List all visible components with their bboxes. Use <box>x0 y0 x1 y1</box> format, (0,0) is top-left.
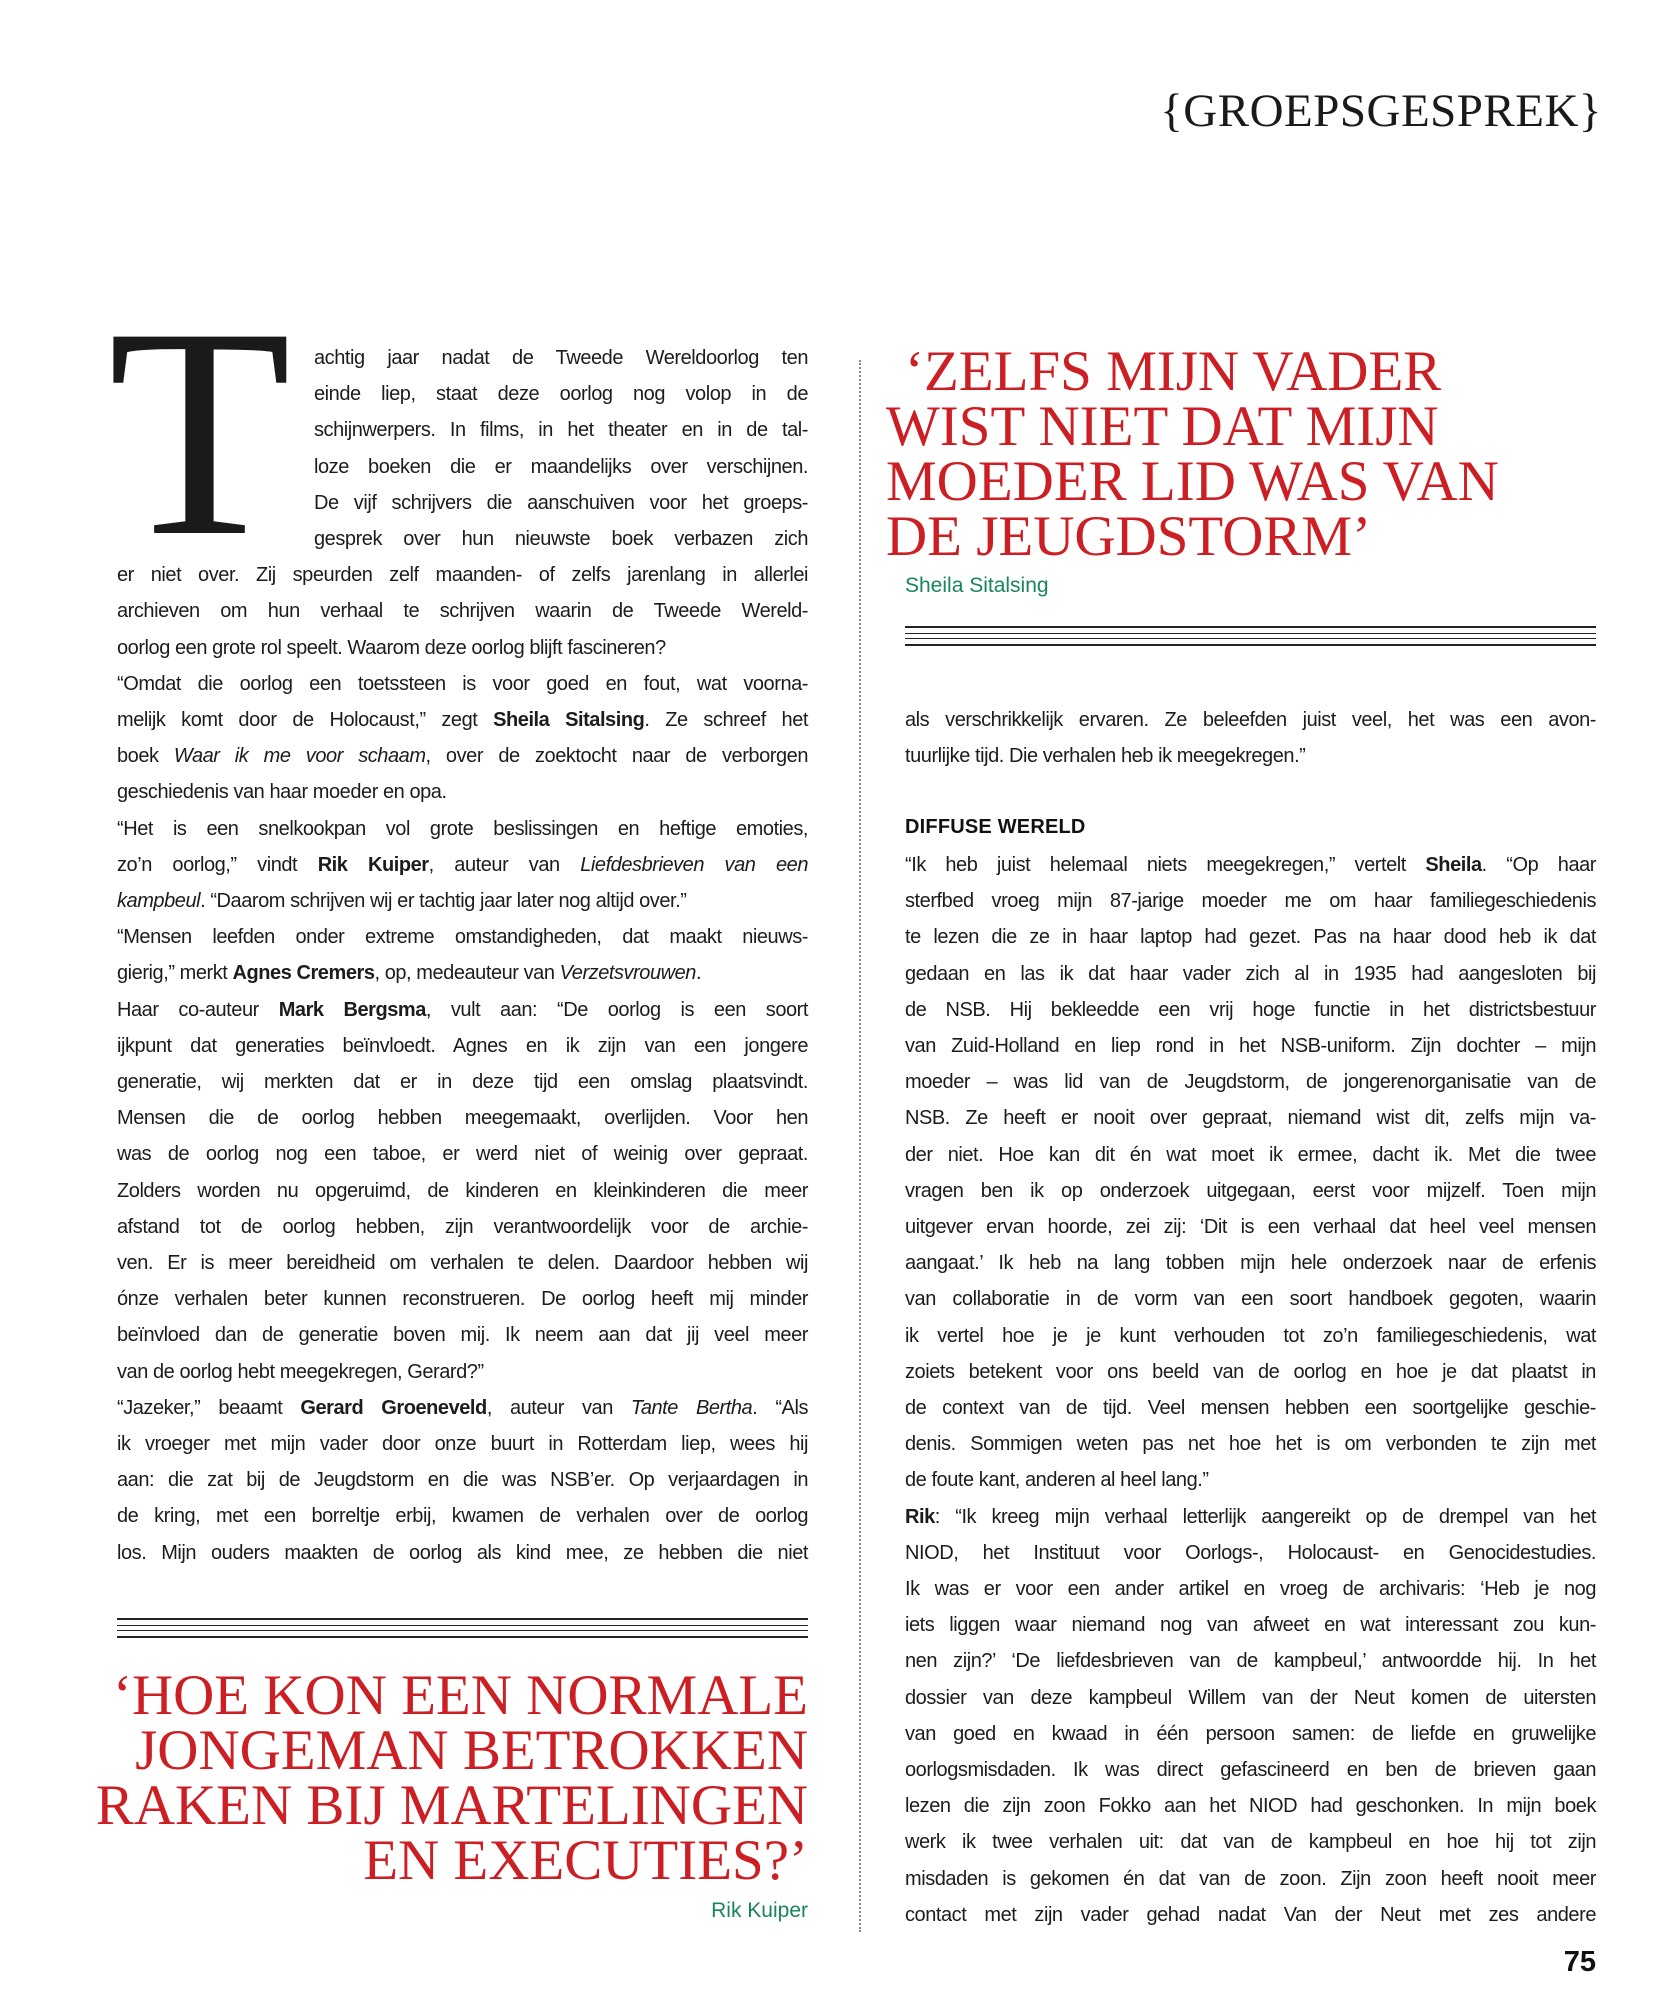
text-run: van goed en kwaad in één persoon samen: de liefde en gruwelijke <box>905 1722 1596 1745</box>
body-text-line <box>905 1824 1596 1860</box>
text-run: geschiedenis van haar moeder en opa. <box>117 781 447 804</box>
text-run: . “Daarom schrijven wij er tachtig jaar later nog altijd over.” <box>200 890 687 912</box>
body-text-line <box>905 1426 1596 1462</box>
text-run: van collaboratie in de vorm van een soort handboek gegoten, waarin <box>905 1288 1596 1311</box>
body-text-line <box>905 1680 1596 1716</box>
body-text-line <box>117 557 808 593</box>
book-title: Waar ik me voor schaam <box>173 745 426 768</box>
text-run: boek <box>117 745 174 768</box>
text-run: de kring, met een borreltje erbij, kwamen de verhalen over de oorlog <box>117 1505 808 1528</box>
book-title: Tante Bertha <box>630 1396 753 1419</box>
body-text-line <box>905 738 1596 774</box>
text-run: werk ik twee verhalen uit: dat van de kampbeul en hoe hij tot zijn <box>905 1831 1596 1854</box>
text-run: “Ik heb juist helemaal niets meegekregen,” vertelt <box>905 854 1426 876</box>
body-text-line <box>117 1100 808 1136</box>
body-text-line <box>905 1788 1596 1824</box>
text-run: dossier van deze kampbeul Willem van der Neut komen de uitersten <box>905 1686 1596 1709</box>
body-text-line <box>905 702 1596 738</box>
text-run: “Het is een snelkookpan vol grote beslissingen en heftige emoties, <box>117 817 808 840</box>
text-run: er niet over. Zij speurden zelf maanden- of zelfs jarenlang in allerlei <box>117 564 808 587</box>
drop-cap: T <box>108 266 292 598</box>
text-run: uitgever ervan hoorde, zei zij: ‘Dit is een verhaal dat heel veel mensen <box>905 1216 1596 1238</box>
text-run: de NSB. Hij bekleedde een vrij hoge functie in het districtsbestuur <box>905 998 1596 1021</box>
body-text-line <box>117 666 808 702</box>
body-text-line <box>117 955 808 991</box>
person-name: Sheila Sitalsing <box>493 709 645 731</box>
text-run: misdaden is gekomen én dat van de zoon. Zijn zoon heeft nooit meer <box>905 1867 1596 1890</box>
text-run: als verschrikkelijk ervaren. Ze beleefden juist veel, het was een avon- <box>905 709 1596 731</box>
text-run: . “Als <box>752 1396 808 1419</box>
body-text-line <box>905 992 1596 1028</box>
body-text-line <box>905 1028 1596 1064</box>
text-run: “Mensen leefden onder extreme omstandigheden, dat maakt nieuws- <box>117 926 808 949</box>
book-title: Liefdesbrieven van een <box>580 853 808 876</box>
body-text-line <box>117 1064 808 1100</box>
person-name: Rik Kuiper <box>317 853 429 876</box>
text-run: Haar co-auteur <box>117 998 279 1021</box>
body-text-line <box>905 1245 1596 1281</box>
body-text-line <box>905 1643 1596 1679</box>
body-text-line <box>117 811 808 847</box>
body-text-line <box>905 1897 1596 1933</box>
text-run: schijnwerpers. In films, in het theater en in de tal- <box>314 419 808 442</box>
text-run: van Zuid-Holland en liep rond in het NSB-uniform. Zijn dochter – mijn <box>905 1035 1596 1057</box>
text-run: oorlog een grote rol speelt. Waarom deze oorlog blijft fascineren? <box>117 636 666 659</box>
text-run: archieven om hun verhaal te schrijven waarin de Tweede Wereld- <box>117 600 808 623</box>
text-run: zoiets betekent voor ons beeld van de oorlog en hoe je dat plaatst in <box>905 1360 1596 1383</box>
pull-quote-line: EN EXECUTIES?’ <box>363 1829 808 1892</box>
body-text-line <box>905 847 1596 883</box>
body-text-line <box>117 593 808 629</box>
text-run: contact met zijn vader gehad nadat Van der Neut met zes andere <box>905 1903 1596 1926</box>
text-run: oorlogsmisdaden. Ik was direct gefascineerd en ben de brieven gaan <box>905 1759 1596 1781</box>
body-text-line <box>905 883 1596 919</box>
pull-quote-line: WIST NIET DAT MIJN <box>886 395 1439 458</box>
text-run: Zolders worden nu opgeruimd, de kinderen en kleinkinderen die meer <box>117 1179 808 1202</box>
body-text-line <box>117 1028 808 1064</box>
text-run: ik vroeger met mijn vader door onze buurt in Rotterdam liep, wees hij <box>117 1433 808 1455</box>
body-text-line <box>314 485 808 521</box>
person-name: Mark Bergsma <box>278 998 426 1021</box>
text-run: loze boeken die er maandelijks over verschijnen. <box>314 455 808 478</box>
text-run: generatie, wij merkten dat er in deze tijd een omslag plaatsvindt. <box>117 1071 808 1093</box>
person-name: Rik <box>905 1505 935 1528</box>
text-run: , vult aan: “De oorlog is een soort <box>425 998 808 1021</box>
text-run: . <box>695 962 702 985</box>
body-text-line <box>117 1245 808 1281</box>
body-text-line <box>117 1462 808 1498</box>
body-text-line <box>117 774 808 810</box>
body-text-line <box>905 1173 1596 1209</box>
text-run: . “Op haar <box>1481 854 1596 876</box>
body-text-line <box>117 1136 808 1172</box>
book-title: kampbeul <box>117 890 201 912</box>
triple-rule <box>117 1618 808 1638</box>
text-run: , auteur van <box>428 853 581 876</box>
body-text-line <box>117 1390 808 1426</box>
triple-rule <box>905 626 1596 646</box>
body-text-line <box>117 883 808 919</box>
body-text-line <box>905 1137 1596 1173</box>
text-run: , op, medeauteur van <box>374 962 560 985</box>
pull-quote-line: MOEDER LID WAS VAN <box>886 450 1499 513</box>
body-text-line <box>117 1426 808 1462</box>
text-run: denis. Sommigen weten pas net hoe het is om verbonden te zijn met <box>905 1433 1596 1456</box>
pull-quote-line: ‘ZELFS MIJN VADER <box>905 340 1442 403</box>
text-run: ijkpunt dat generaties beïnvloedt. Agnes en ik zijn van een jongere <box>117 1034 808 1057</box>
pull-quote-line: JONGEMAN BETROKKEN <box>135 1719 808 1782</box>
text-run: : “Ik kreeg mijn verhaal letterlijk aangereikt op de drempel van het <box>934 1505 1596 1528</box>
body-text-line <box>905 1607 1596 1643</box>
text-run: te lezen die ze in haar laptop had gezet. Pas na haar dood heb ik dat <box>905 926 1596 949</box>
body-text-line <box>905 956 1596 992</box>
body-text-line <box>117 1317 808 1353</box>
body-text-line <box>117 1209 808 1245</box>
text-run: “Jazeker,” beaamt <box>117 1396 301 1419</box>
text-run: “Omdat die oorlog een toetssteen is voor goed en fout, wat voorna- <box>117 672 808 695</box>
text-run: der niet. Hoe kan dit én wat moet ik ermee, dacht ik. Met die twee <box>905 1143 1596 1166</box>
text-run: , over de zoektocht naar de verborgen <box>425 745 808 768</box>
text-run: iets liggen waar niemand nog van afweet en wat interessant zou kun- <box>905 1614 1596 1637</box>
text-run: ven. Er is meer bereidheid om verhalen te delen. Daardoor hebben wij <box>117 1252 808 1274</box>
body-text-line <box>905 1390 1596 1426</box>
person-name: Gerard Groeneveld <box>300 1396 487 1419</box>
text-run: lezen die zijn zoon Fokko aan het NIOD had geschonken. In mijn boek <box>905 1795 1596 1818</box>
page-number: 75 <box>1563 1946 1596 1978</box>
body-text-line <box>905 1318 1596 1354</box>
column-divider <box>859 360 861 1932</box>
text-run: melijk komt door de Holocaust,” zegt <box>117 709 494 731</box>
body-text-line <box>905 1571 1596 1607</box>
section-header: {GROEPSGESPREK} <box>1160 85 1602 137</box>
body-text-line <box>905 1535 1596 1571</box>
body-text-line <box>314 376 808 412</box>
person-name: Agnes Cremers <box>232 962 375 985</box>
text-run: de context van de tijd. Veel mensen hebben een soortgelijke geschie- <box>905 1397 1596 1419</box>
body-text-line <box>314 412 808 448</box>
book-title: Verzetsvrouwen <box>559 962 696 985</box>
text-run: zo’n oorlog,” vindt <box>117 853 318 876</box>
body-text-line <box>905 1499 1596 1535</box>
body-text-line <box>117 919 808 955</box>
body-text-line <box>905 1281 1596 1317</box>
body-text-line <box>905 1462 1596 1498</box>
text-run: los. Mijn ouders maakten de oorlog als kind mee, ze hebben die niet <box>117 1541 808 1564</box>
pull-quote-line: RAKEN BIJ MARTELINGEN <box>95 1774 808 1837</box>
text-run: gesprek over hun nieuwste boek verbazen zich <box>314 528 808 550</box>
text-run: beïnvloed dan de generatie boven mij. Ik neem aan dat jij veel meer <box>117 1324 808 1347</box>
body-text-line <box>905 1716 1596 1752</box>
body-text-line <box>905 1354 1596 1390</box>
text-run: . Ze schreef het <box>644 709 809 731</box>
text-run: afstand tot de oorlog hebben, zijn verantwoordelijk voor de archie- <box>117 1215 808 1238</box>
text-run: Mensen die de oorlog hebben meegemaakt, overlijden. Voor hen <box>117 1107 808 1130</box>
body-text-line <box>117 1173 808 1209</box>
text-run: was de oorlog nog een taboe, er werd niet of weinig over gepraat. <box>117 1143 808 1166</box>
body-text-line <box>117 1281 808 1317</box>
text-run: moeder – was lid van de Jeugdstorm, de jongerenorganisatie van de <box>905 1071 1596 1094</box>
body-text-line <box>905 1861 1596 1897</box>
body-text-line <box>117 1354 808 1390</box>
text-run: NSB. Ze heeft er nooit over gepraat, niemand wist dit, zelfs mijn va- <box>905 1107 1596 1130</box>
body-text-line <box>117 992 808 1028</box>
text-run: gedaan en las ik dat haar vader zich al in 1935 had aangesloten bij <box>905 962 1596 985</box>
text-run: aangaat.’ Ik heb na lang tobben mijn hele onderzoek naar de erfenis <box>905 1252 1596 1275</box>
body-text-line <box>314 340 808 376</box>
body-text-line <box>117 847 808 883</box>
text-run: einde liep, staat deze oorlog nog volop in de <box>314 383 808 406</box>
text-run: NIOD, het Instituut voor Oorlogs-, Holocaust- en Genocidestudies. <box>905 1541 1596 1564</box>
pull-quote-line: DE JEUGDSTORM’ <box>886 505 1372 568</box>
body-text-line <box>905 1100 1596 1136</box>
text-run: achtig jaar nadat de Tweede Wereldoorlog ten <box>314 347 808 369</box>
body-text-line <box>314 449 808 485</box>
pull-quote-rik <box>95 1664 808 1892</box>
body-text-line <box>905 919 1596 955</box>
person-name: Sheila <box>1425 854 1482 876</box>
pull-quote-sheila <box>886 340 1499 568</box>
text-run: De vijf schrijvers die aanschuiven voor het groeps- <box>314 491 808 514</box>
pull-quote-line: ‘HOE KON EEN NORMALE <box>113 1664 808 1727</box>
body-text-line <box>905 1064 1596 1100</box>
body-text-line <box>117 630 808 666</box>
text-run: nen zijn?’ ‘De liefdesbrieven van de kampbeul,’ antwoordde hij. In het <box>905 1650 1596 1673</box>
text-run: ónze verhalen beter kunnen reconstrueren. De oorlog heeft mij minder <box>117 1288 808 1311</box>
body-text-line <box>117 1498 808 1534</box>
text-run: de foute kant, anderen al heel lang.” <box>905 1469 1209 1492</box>
text-run: Ik was er voor een ander artikel en vroeg de archivaris: ‘Heb je nog <box>905 1578 1596 1600</box>
body-text-line <box>314 521 808 557</box>
text-run: ik vertel hoe je je kunt verhouden tot zo’n familiegeschiedenis, wat <box>905 1324 1596 1347</box>
body-text-line <box>905 1752 1596 1788</box>
subheading: DIFFUSE WERELD <box>905 816 1086 838</box>
text-run: vragen ben ik op onderzoek uitgegaan, eerst voor mijzelf. Toen mijn <box>905 1179 1596 1202</box>
text-run: gierig,” merkt <box>117 962 233 985</box>
body-text-line <box>117 738 808 774</box>
pull-quote-attribution: Rik Kuiper <box>711 1899 808 1922</box>
text-run: van de oorlog hebt meegekregen, Gerard?” <box>117 1360 484 1383</box>
text-run: sterfbed vroeg mijn 87-jarige moeder me om haar familiegeschiedenis <box>905 890 1596 913</box>
pull-quote-attribution: Sheila Sitalsing <box>905 574 1049 597</box>
body-text-line <box>905 1209 1596 1245</box>
body-text-line <box>117 1535 808 1571</box>
text-run: , auteur van <box>486 1396 631 1419</box>
body-text-line <box>117 702 808 738</box>
text-run: aan: die zat bij de Jeugdstorm en die was NSB’er. Op verjaardagen in <box>117 1469 808 1492</box>
text-run: tuurlijke tijd. Die verhalen heb ik meegekregen.” <box>905 745 1306 768</box>
